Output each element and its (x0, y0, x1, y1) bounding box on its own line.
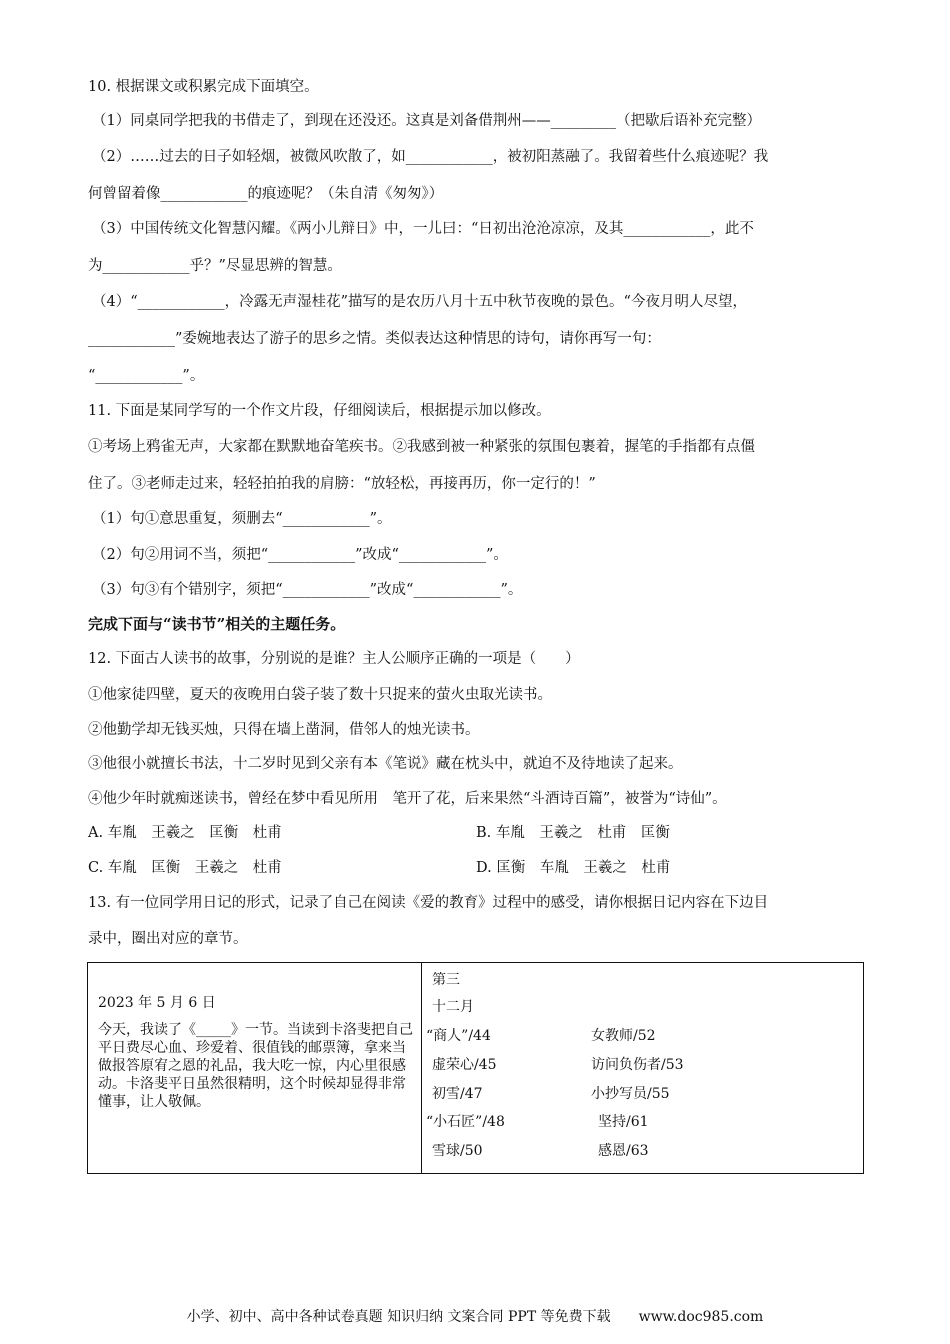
q10-part2-line1: （2）……过去的日子如轻烟，被微风吹散了，如____________，被初阳蒸融了。我留着些什么痕迹呢？我 (92, 149, 769, 165)
q11-passage-line2: 住了。③老师走过来，轻轻拍拍我的肩膀：“放轻松，再接再历，你一定行的！” (88, 476, 596, 492)
q12-item-3: ③他很小就擅长书法，十二岁时见到父亲有本《笔说》藏在枕头中，就迫不及待地读了起来。 (88, 756, 683, 772)
toc-chapter[interactable]: 女教师/52 (591, 1028, 656, 1044)
toc-chapter[interactable]: 访问负伤者/53 (591, 1057, 684, 1073)
q10-title: 10. 根据课文或积累完成下面填空。 (88, 79, 319, 95)
q12-item-1: ①他家徒四壁，夏天的夜晚用白袋子装了数十只捉来的萤火虫取光读书。 (88, 687, 552, 703)
q11-title: 11. 下面是某同学写的一个作文片段，仔细阅读后，根据提示加以修改。 (88, 403, 551, 419)
q10-part2-line2: 何曾留着像____________的痕迹呢？（朱自清《匆匆》） (88, 186, 444, 202)
q10-part4-line2: ____________”委婉地表达了游子的思乡之情。类似表达这种情思的诗句，请你再写一句： (88, 331, 661, 347)
q12-option-c[interactable]: C. 车胤 匡衡 王羲之 杜甫 (88, 860, 282, 876)
toc-chapter[interactable]: 虚荣心/45 (432, 1057, 497, 1073)
toc-chapter[interactable]: 感恩/63 (598, 1143, 649, 1159)
q10-part4-line3: “____________”。 (88, 368, 205, 384)
page-footer (0, 1306, 950, 1326)
q12-item-2: ②他勤学却无钱买烛，只得在墙上凿洞，借邻人的烛光读书。 (88, 722, 480, 738)
q12-title: 12. 下面古人读书的故事，分别说的是谁？主人公顺序正确的一项是（ ） (88, 651, 580, 667)
section-heading: 完成下面与“读书节”相关的主题任务。 (88, 615, 346, 633)
q10-part3-line1: （3）中国传统文化智慧闪耀。《两小儿辩日》中，一儿曰：“日初出沧沧凉凉，及其____________，此不 (92, 221, 754, 237)
q11-sub3: （3）句③有个错别字，须把“____________”改成“____________”。 (92, 582, 523, 598)
toc-chapter[interactable]: 初雪/47 (432, 1086, 483, 1102)
q10-part4-line1: （4）“____________，冷露无声湿桂花”描写的是农历八月十五中秋节夜晚的景色。“今夜月明人尽望， (92, 294, 747, 310)
diary-date: 2023 年 5 月 6 日 (98, 995, 216, 1011)
diary-table (87, 962, 864, 1174)
diary-text: 今天，我读了《_____》一节。当读到卡洛斐把自己平日费尽心血、珍爱着、很值钱的邮票簿，拿来当做报答原宥之恩的礼品，我大吃一惊，内心里很感动。卡洛斐平日虽然很精明，这个时候却显得非常懂事，让人敬佩。 (98, 1022, 413, 1110)
q13-title-line1: 13. 有一位同学用日记的形式，记录了自己在阅读《爱的教育》过程中的感受，请你根据日记内容在下边目 (88, 895, 769, 911)
q10-part3-line2: 为____________乎？”尽显思辨的智慧。 (88, 258, 342, 274)
q12-item-4: ④他少年时就痴迷读书，曾经在梦中看见所用 笔开了花，后来果然“斗酒诗百篇”，被誉为“诗仙”。 (88, 791, 727, 807)
q12-option-d[interactable]: D. 匡衡 车胤 王羲之 杜甫 (476, 860, 671, 876)
toc-chapter[interactable]: 坚持/61 (598, 1114, 649, 1130)
toc-chapter[interactable]: 雪球/50 (432, 1143, 483, 1159)
q10-part1: （1）同桌同学把我的书借走了，到现在还没还。这真是刘备借荆州——_________（把歇后语补充完整） (92, 113, 761, 129)
footer-text: 小学、初中、高中各种试卷真题 知识归纳 文案合同 PPT 等免费下载 (186, 1309, 611, 1325)
footer-link[interactable]: www.doc985.com (638, 1309, 764, 1325)
q12-option-a[interactable]: A. 车胤 王羲之 匡衡 杜甫 (88, 825, 282, 841)
toc-heading-part2: 十二月 (432, 999, 474, 1015)
q11-sub2: （2）句②用词不当，须把“____________”改成“____________”。 (92, 547, 508, 563)
toc-chapter[interactable]: “小石匠”/48 (426, 1114, 505, 1130)
q13-title-line2: 录中，圈出对应的章节。 (88, 931, 248, 947)
toc-chapter[interactable]: 小抄写员/55 (591, 1086, 670, 1102)
q11-passage-line1: ①考场上鸦雀无声，大家都在默默地奋笔疾书。②我感到被一种紧张的氛围包裹着，握笔的手指都有点僵 (88, 439, 755, 455)
toc-chapter[interactable]: “商人”/44 (426, 1028, 491, 1044)
table-divider (421, 963, 422, 1173)
q11-sub1: （1）句①意思重复，须删去“____________”。 (92, 511, 392, 527)
toc-heading-part1: 第三 (432, 972, 460, 988)
q12-option-b[interactable]: B. 车胤 王羲之 杜甫 匡衡 (476, 825, 670, 841)
